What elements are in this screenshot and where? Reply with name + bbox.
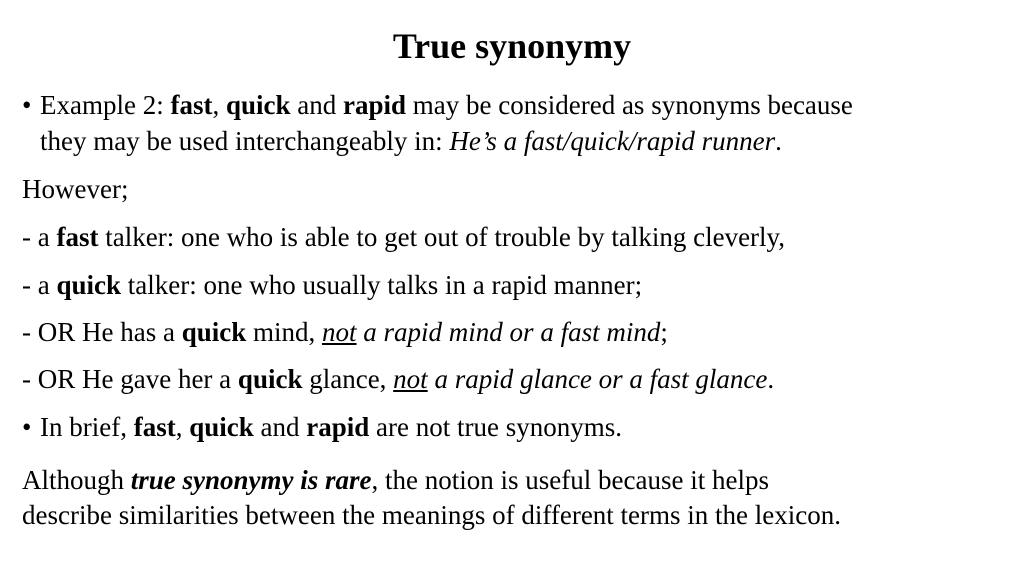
text: In brief, [40,412,134,442]
page-title: True synonymy [392,26,632,66]
text: may be considered as synonyms because [406,90,853,120]
not-underlined: not [393,364,428,394]
italic-text: a rapid glance or a fast glance [427,364,768,394]
item-quick-glance [22,362,774,396]
keyword-quick: quick [56,270,122,300]
keyword-quick: quick [181,317,247,347]
item-quick-talker [22,268,642,302]
not-underlined: not [322,317,357,347]
text: ; [660,317,668,347]
text: . [767,364,775,394]
keyword-quick: quick [237,364,303,394]
bold-italic-phrase: true synonymy is rare [130,465,372,495]
text: Example 2: [40,90,171,120]
italic-text: a rapid mind or a fast mind [356,317,661,347]
in-brief-bullet [22,410,622,444]
example-sentence: He’s a fast/quick/rapid runner [449,126,776,156]
conclusion-line-2: describe similarities between the meanings of different terms in the lexicon. [22,500,841,530]
text: Although [22,465,131,495]
text: talker: one who usually talks in a rapid manner; [121,270,643,300]
text: - OR He has a [22,317,182,347]
example-2-line-2 [40,124,782,158]
text: , the notion is useful because it helps [371,465,769,495]
text: , [175,412,190,442]
keyword-quick: quick [225,90,291,120]
text: and [290,90,343,120]
text: talker: one who is able to get out of trouble by talking cleverly, [98,222,786,252]
text: are not true synonyms. [369,412,622,442]
text: . [775,126,782,156]
keyword-quick: quick [189,412,254,442]
keyword-rapid: rapid [343,90,407,120]
text: , [212,90,226,120]
text: they may be used interchangeably in: [40,126,450,156]
keyword-fast: fast [133,412,176,442]
however-label: However; [22,174,129,204]
keyword-rapid: rapid [306,412,370,442]
text: - OR He gave her a [22,364,238,394]
text: - a [22,270,57,300]
bullet: • [22,90,32,120]
keyword-fast: fast [170,90,213,120]
text: and [253,412,307,442]
item-fast-talker [22,220,785,254]
bullet: • [22,412,32,442]
example-2-line-1 [22,88,853,122]
text: glance, [302,364,394,394]
item-quick-mind [22,315,668,349]
keyword-fast: fast [56,222,99,252]
text: mind, [246,317,323,347]
conclusion-line-1 [22,463,769,497]
text: - a [22,222,57,252]
